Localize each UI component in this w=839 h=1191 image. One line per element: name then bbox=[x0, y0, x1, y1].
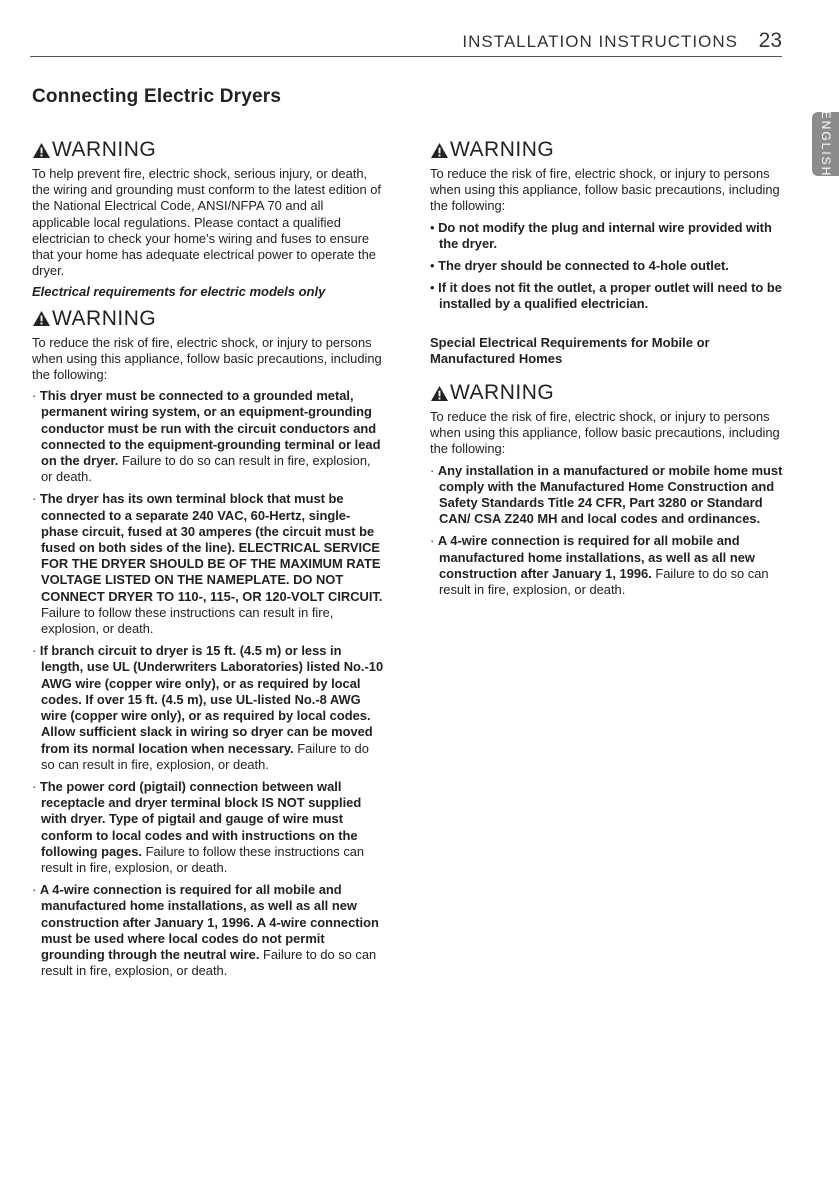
right-column bbox=[430, 138, 792, 604]
bullet-item: · Any installation in a manufactured or mobile home must comply with the Manufactured Home Construction and Safety Standards Title 24 CFR, Part 3280 or Standard CAN/ CSA Z240 MH and local codes and ordinances. bbox=[430, 462, 783, 527]
bullet-bold-text: Any installation in a manufactured or mobile home must comply with the Manufactured Home Construction and Safety Standards Title 24 CFR, Part 3280 or Standard CAN/ CSA Z240 MH and local codes and ordinances. bbox=[437, 462, 783, 527]
language-tab bbox=[812, 112, 839, 176]
bullet-bold-text: If branch circuit to dryer is 15 ft. (4.5 m) or less in length, use UL (Underwriters Laboratories) listed No.-10 AWG wire (copper wire only), or as required by local codes. If over 15 ft. (4.5 m), use UL-listed No.-8 AWG wire (copper wire only), or as required by local codes. Allow sufficient slack in wiring so dryer can be moved from its normal location when necessary. bbox=[39, 643, 384, 756]
warning-heading bbox=[430, 381, 792, 405]
bullet-bold-text: The power cord (pigtail) connection between wall receptacle and dryer terminal block IS NOT supplied with dryer. Type of pigtail and gauge of wire must conform to local codes and with instructions on the following pages. bbox=[39, 778, 362, 859]
bullet-bold-text: Do not modify the plug and internal wire provided with the dryer. bbox=[438, 219, 772, 251]
bullet-item: · The power cord (pigtail) connection between wall receptacle and dryer terminal block IS NOT supplied with dryer. Type of pigtail and gauge of wire must conform to local codes and with instructions on the following pages. Failure to follow these instructions can result in fire, explosion, or death. bbox=[32, 778, 365, 875]
bullet-text: Failure to do so can result in fire, explosion, or death. bbox=[439, 565, 769, 598]
bullet-item: · The dryer has its own terminal block that must be connected to a separate 240 VAC, 60-Hertz, single-phase circuit, fused at 30 amperes (the circuit must be fused on both sides of the line). ELECTRICAL SERVICE FOR THE DRYER SHOULD BE OF THE MAXIMUM RATE VOLTAGE LISTED ON THE NAMEPLATE. DO NOT CONNECT DRYER TO 110-, 115-, OR 120-VOLT CIRCUIT. Failure to follow these instructions can result in fire, explosion, or death. bbox=[32, 491, 383, 637]
warning-heading-text: WARNING bbox=[450, 138, 555, 161]
bullet-text: Failure to follow these instructions can result in fire, explosion, or death. bbox=[41, 604, 334, 637]
warning-intro: To reduce the risk of fire, electric shock, or injury to persons when using this appliance, follow basic precautions, including the following: bbox=[32, 334, 382, 383]
bullet-bold-text: If it does not fit the outlet, a proper outlet will need to be installed by a qualified electrician. bbox=[438, 280, 782, 312]
warning-heading-text: WARNING bbox=[450, 381, 555, 405]
left-column bbox=[32, 138, 384, 985]
section-subheading: Electrical requirements for electric models only bbox=[32, 284, 326, 300]
language-tab-label: ENGLISH bbox=[818, 110, 833, 178]
bullet-bold-text: A 4-wire connection is required for all mobile and manufactured home installations, as well as all new construction after January 1, 1996. A 4-wire connection must be used where local codes do not permit grounding through the neutral wire. bbox=[39, 882, 379, 962]
warning-text: To help prevent fire, electric shock, serious injury, or death, the wiring and grounding must conform to the latest edition of the National Electrical Code, ANSI/NFPA 70 and all applicable local regulations. Please contact a qualified electrician to check your home's wiring and fuses to ensure that your home has adequate electrical power to operate the dryer. bbox=[32, 166, 381, 279]
warning-heading bbox=[32, 138, 384, 162]
warning-intro: To reduce the risk of fire, electric shock, or injury to persons when using this appliance, follow basic precautions, including the following: bbox=[430, 409, 780, 457]
bullet-bold-text: A 4-wire connection is required for all mobile and manufactured home installations, as well as all new construction after January 1, 1996. bbox=[437, 533, 755, 581]
section-subheading: Special Electrical Requirements for Mobile or Manufactured Homes bbox=[430, 334, 710, 366]
bullet-text: Failure to do so can result in fire, explosion, or death. bbox=[41, 453, 371, 485]
warning-heading bbox=[32, 307, 384, 331]
warning-triangle-icon bbox=[32, 142, 51, 159]
bullet-item: · A 4-wire connection is required for all mobile and manufactured home installations, as well as all new construction after January 1, 1996. Failure to do so can result in fire, explosion, or death. bbox=[430, 533, 769, 598]
warning-heading-text: WARNING bbox=[52, 306, 157, 330]
bullet-item: · This dryer must be connected to a grounded metal, permanent wiring system, or an equipment-grounding conductor must be run with the circuit conductors and connected to the equipment-grounding terminal or lead on the dryer. Failure to do so can result in fire, explosion, or death. bbox=[32, 388, 381, 485]
warning-heading-text: WARNING bbox=[52, 138, 157, 161]
bullet-bold-text: The dryer should be connected to 4-hole outlet. bbox=[438, 258, 729, 274]
warning-triangle-icon bbox=[430, 142, 449, 159]
warning-triangle-icon bbox=[32, 310, 51, 327]
warning-intro: To reduce the risk of fire, electric shock, or injury to persons when using this appliance, follow basic precautions, including the following: bbox=[430, 166, 780, 214]
bullet-bold-text: The dryer has its own terminal block that must be connected to a separate 240 VAC, 60-Hertz, single-phase circuit, fused at 30 amperes (the circuit must be fused on both sides of the line). ELECTRICAL SERVICE FOR THE DRYER SHOULD BE OF THE MAXIMUM RATE VOLTAGE LISTED ON THE NAMEPLATE. DO NOT CONNECT DRYER TO 110-, 115-, OR 120-VOLT CIRCUIT. bbox=[39, 491, 383, 604]
warning-triangle-icon bbox=[430, 385, 449, 402]
bullet-item: · A 4-wire connection is required for all mobile and manufactured home installations, as well as all new construction after January 1, 1996. A 4-wire connection must be used where local codes do not permit grounding through the neutral wire. Failure to do so can result in fire, explosion, or death. bbox=[32, 882, 379, 979]
warning-heading bbox=[430, 138, 792, 162]
page-header bbox=[30, 29, 782, 57]
bullet-item: • The dryer should be connected to 4-hole outlet. bbox=[430, 258, 729, 274]
bullet-text: Failure to do so can result in fire, explosion, or death. bbox=[41, 946, 377, 979]
bullet-bold-text: This dryer must be connected to a grounded metal, permanent wiring system, or an equipment-grounding conductor must be run with the circuit conductors and connected to the equipment-grounding terminal or lead on the dryer. bbox=[39, 388, 381, 469]
bullet-text: Failure to do so can result in fire, explosion, or death. bbox=[41, 740, 369, 772]
page-number: 23 bbox=[758, 29, 782, 52]
section-title: INSTALLATION INSTRUCTIONS bbox=[462, 32, 738, 51]
bullet-item: • Do not modify the plug and internal wire provided with the dryer. bbox=[430, 219, 772, 251]
bullet-item: · If branch circuit to dryer is 15 ft. (4.5 m) or less in length, use UL (Underwriters Laboratories) listed No.-10 AWG wire (copper wire only), or as required by local codes. If over 15 ft. (4.5 m), use UL-listed No.-8 AWG wire (copper wire only), or as required by local codes. Allow sufficient slack in wiring so dryer can be moved from its normal location when necessary. Failure to do so can result in fire, explosion, or death. bbox=[32, 643, 384, 772]
bullet-item: • If it does not fit the outlet, a proper outlet will need to be installed by a qualified electrician. bbox=[430, 280, 782, 312]
page-title: Connecting Electric Dryers bbox=[32, 86, 282, 107]
bullet-text: Failure to follow these instructions can result in fire, explosion, or death. bbox=[41, 843, 365, 875]
